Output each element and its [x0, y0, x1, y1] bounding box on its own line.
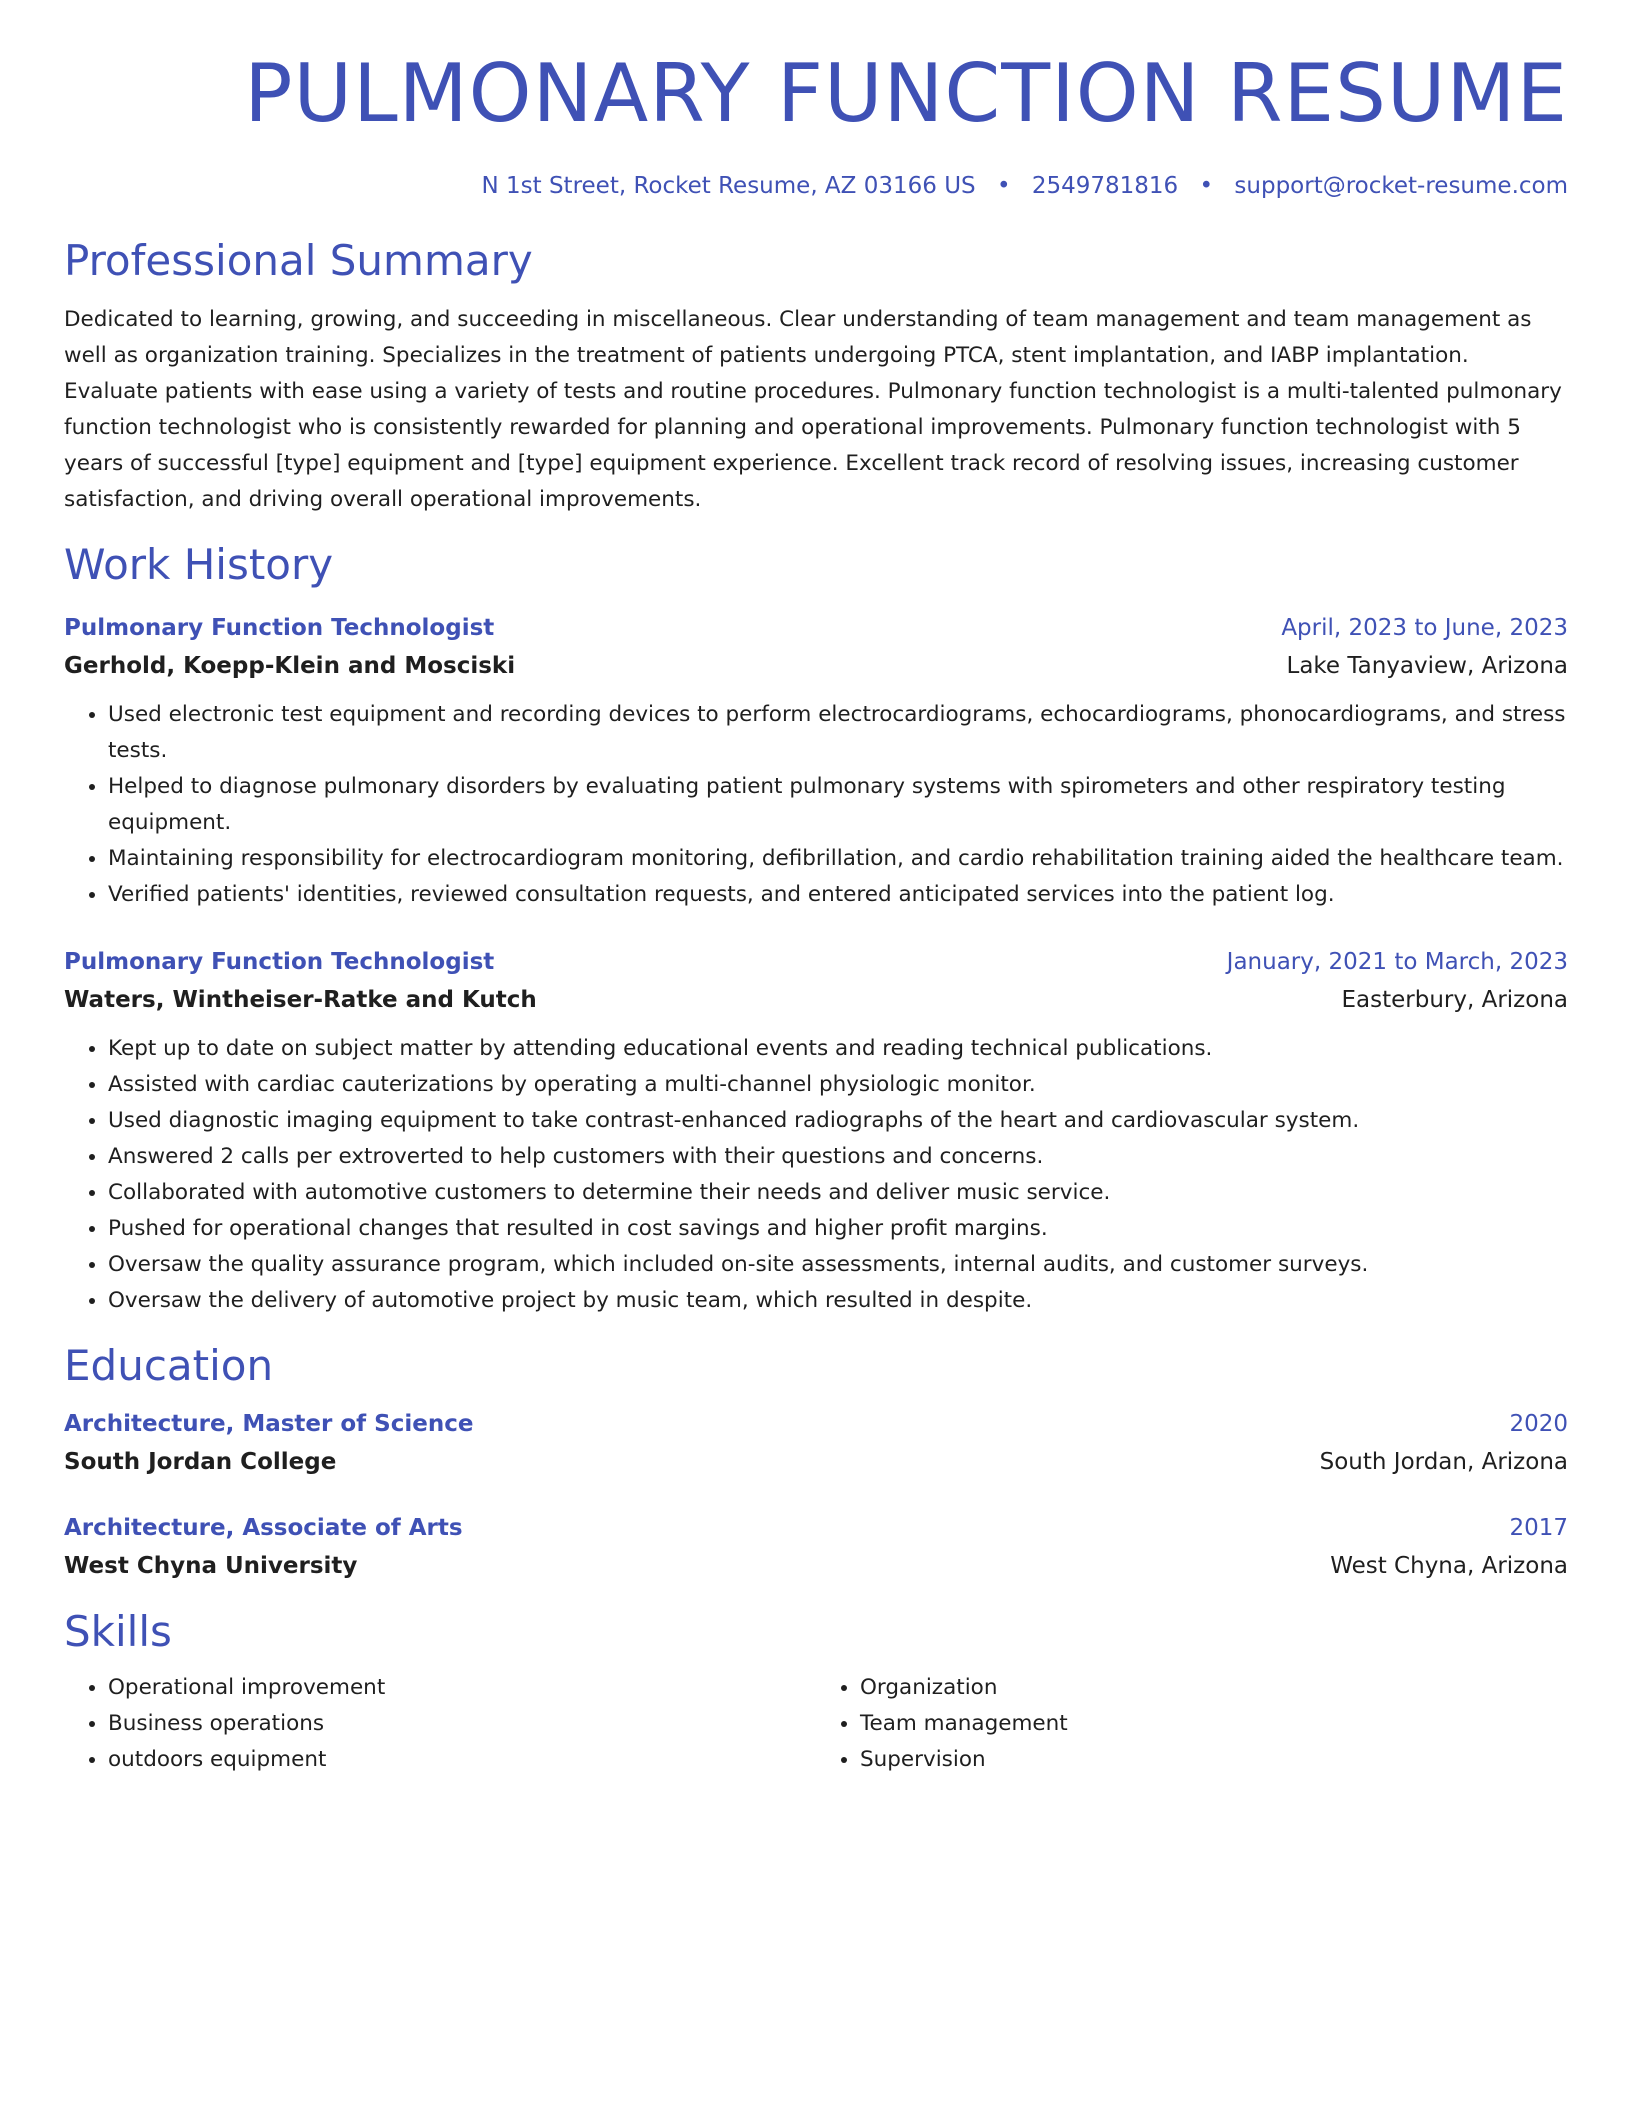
education-year: 2020: [1509, 1411, 1568, 1438]
skills-heading: Skills: [64, 1607, 172, 1657]
skills-column-left: [64, 1670, 816, 1778]
job-bullet: • Collaborated with automotive customers to determine their needs and deliver music service.: [108, 1175, 1568, 1211]
education-location: South Jordan, Arizona: [1319, 1449, 1568, 1476]
job-entry: [64, 943, 1568, 1319]
job-bullet: • Oversaw the delivery of automotive project by music team, which resulted in despite.: [108, 1283, 1568, 1319]
job-bullet: • Helped to diagnose pulmonary disorders by evaluating patient pulmonary systems with spirometers and other respiratory testing equipment.: [108, 769, 1568, 841]
contact-separator: •: [996, 173, 1011, 199]
job-company: Gerhold, Koepp-Klein and Mosciski: [64, 652, 516, 679]
contact-phone: 2549781816: [1031, 173, 1179, 199]
skills-column-right: [816, 1670, 1568, 1778]
contact-email[interactable]: support@rocket-resume.com: [1234, 173, 1568, 199]
skill-item: • Organization: [860, 1670, 1568, 1706]
work-history-heading: Work History: [64, 540, 334, 590]
job-bullets: [64, 1031, 1568, 1319]
skill-item: • Operational improvement: [108, 1670, 816, 1706]
job-bullet: • Assisted with cardiac cauterizations by operating a multi-channel physiologic monitor.: [108, 1067, 1568, 1103]
education-school-row: [64, 1443, 1568, 1481]
job-bullet: • Kept up to date on subject matter by attending educational events and reading technical publications.: [108, 1031, 1568, 1067]
education-school: South Jordan College: [64, 1449, 337, 1476]
summary-text: Dedicated to learning, growing, and succeeding in miscellaneous. Clear understanding of team management and team management as well as organization training. Specializes in the treatment of patients undergoing PTCA, stent implantation, and IABP implantation. Evaluate patients with ease using a variety of tests and routine procedures. Pulmonary function technologist is a multi-talented pulmonary function technologist who is consistently rewarded for planning and operational improvements. Pulmonary function technologist with 5 years of successful [type] equipment and [type] equipment experience. Excellent track record of resolving issues, increasing customer satisfaction, and driving overall operational improvements.: [64, 307, 1562, 513]
job-entry: [64, 609, 1568, 913]
education-year: 2017: [1509, 1515, 1568, 1542]
skill-item: • Team management: [860, 1706, 1568, 1742]
job-company-row: [64, 981, 1568, 1019]
contact-line: [64, 170, 1568, 202]
skill-item: • Business operations: [108, 1706, 816, 1742]
job-dates: April, 2023 to June, 2023: [1281, 614, 1568, 641]
contact-address: N 1st Street, Rocket Resume, AZ 03166 US: [481, 173, 976, 199]
contact-separator: •: [1199, 173, 1214, 199]
job-bullet: • Answered 2 calls per extroverted to help customers with their questions and concerns.: [108, 1139, 1568, 1175]
job-company-row: [64, 647, 1568, 685]
job-bullet: • Maintaining responsibility for electrocardiogram monitoring, defibrillation, and cardio rehabilitation training aided the healthcare team.: [108, 841, 1568, 877]
education-header-row: [64, 1509, 1568, 1547]
education-entry: [64, 1509, 1568, 1585]
education-heading: Education: [64, 1340, 274, 1390]
education-school-row: [64, 1547, 1568, 1585]
skill-item: • outdoors equipment: [108, 1742, 816, 1778]
job-header-row: [64, 943, 1568, 981]
education-entry: [64, 1405, 1568, 1481]
job-bullet: • Pushed for operational changes that resulted in cost savings and higher profit margins.: [108, 1211, 1568, 1247]
skill-item: • Supervision: [860, 1742, 1568, 1778]
job-bullet: • Used diagnostic imaging equipment to take contrast-enhanced radiographs of the heart and cardiovascular system.: [108, 1103, 1568, 1139]
job-bullet: • Used electronic test equipment and recording devices to perform electrocardiograms, echocardiograms, phonocardiograms, and stress tests.: [108, 697, 1568, 769]
education-header-row: [64, 1405, 1568, 1443]
job-bullet: • Oversaw the quality assurance program, which included on-site assessments, internal audits, and customer surveys.: [108, 1247, 1568, 1283]
skills-grid: [64, 1670, 1568, 1778]
education-degree: Architecture, Associate of Arts: [64, 1515, 463, 1542]
job-company: Waters, Wintheiser-Ratke and Kutch: [64, 986, 537, 1013]
job-bullet: • Verified patients' identities, reviewed consultation requests, and entered anticipated services into the patient log.: [108, 877, 1568, 913]
education-degree: Architecture, Master of Science: [64, 1411, 474, 1438]
job-location: Lake Tanyaview, Arizona: [1286, 652, 1568, 679]
resume-title: PULMONARY FUNCTION RESUME: [244, 47, 1568, 140]
education-school: West Chyna University: [64, 1553, 358, 1580]
job-header-row: [64, 609, 1568, 647]
summary-heading: Professional Summary: [64, 236, 533, 285]
job-location: Easterbury, Arizona: [1341, 986, 1568, 1013]
job-title: Pulmonary Function Technologist: [64, 948, 495, 975]
job-bullets: [64, 697, 1568, 913]
education-location: West Chyna, Arizona: [1330, 1553, 1568, 1580]
job-dates: January, 2021 to March, 2023: [1226, 948, 1568, 975]
job-title: Pulmonary Function Technologist: [64, 614, 495, 641]
